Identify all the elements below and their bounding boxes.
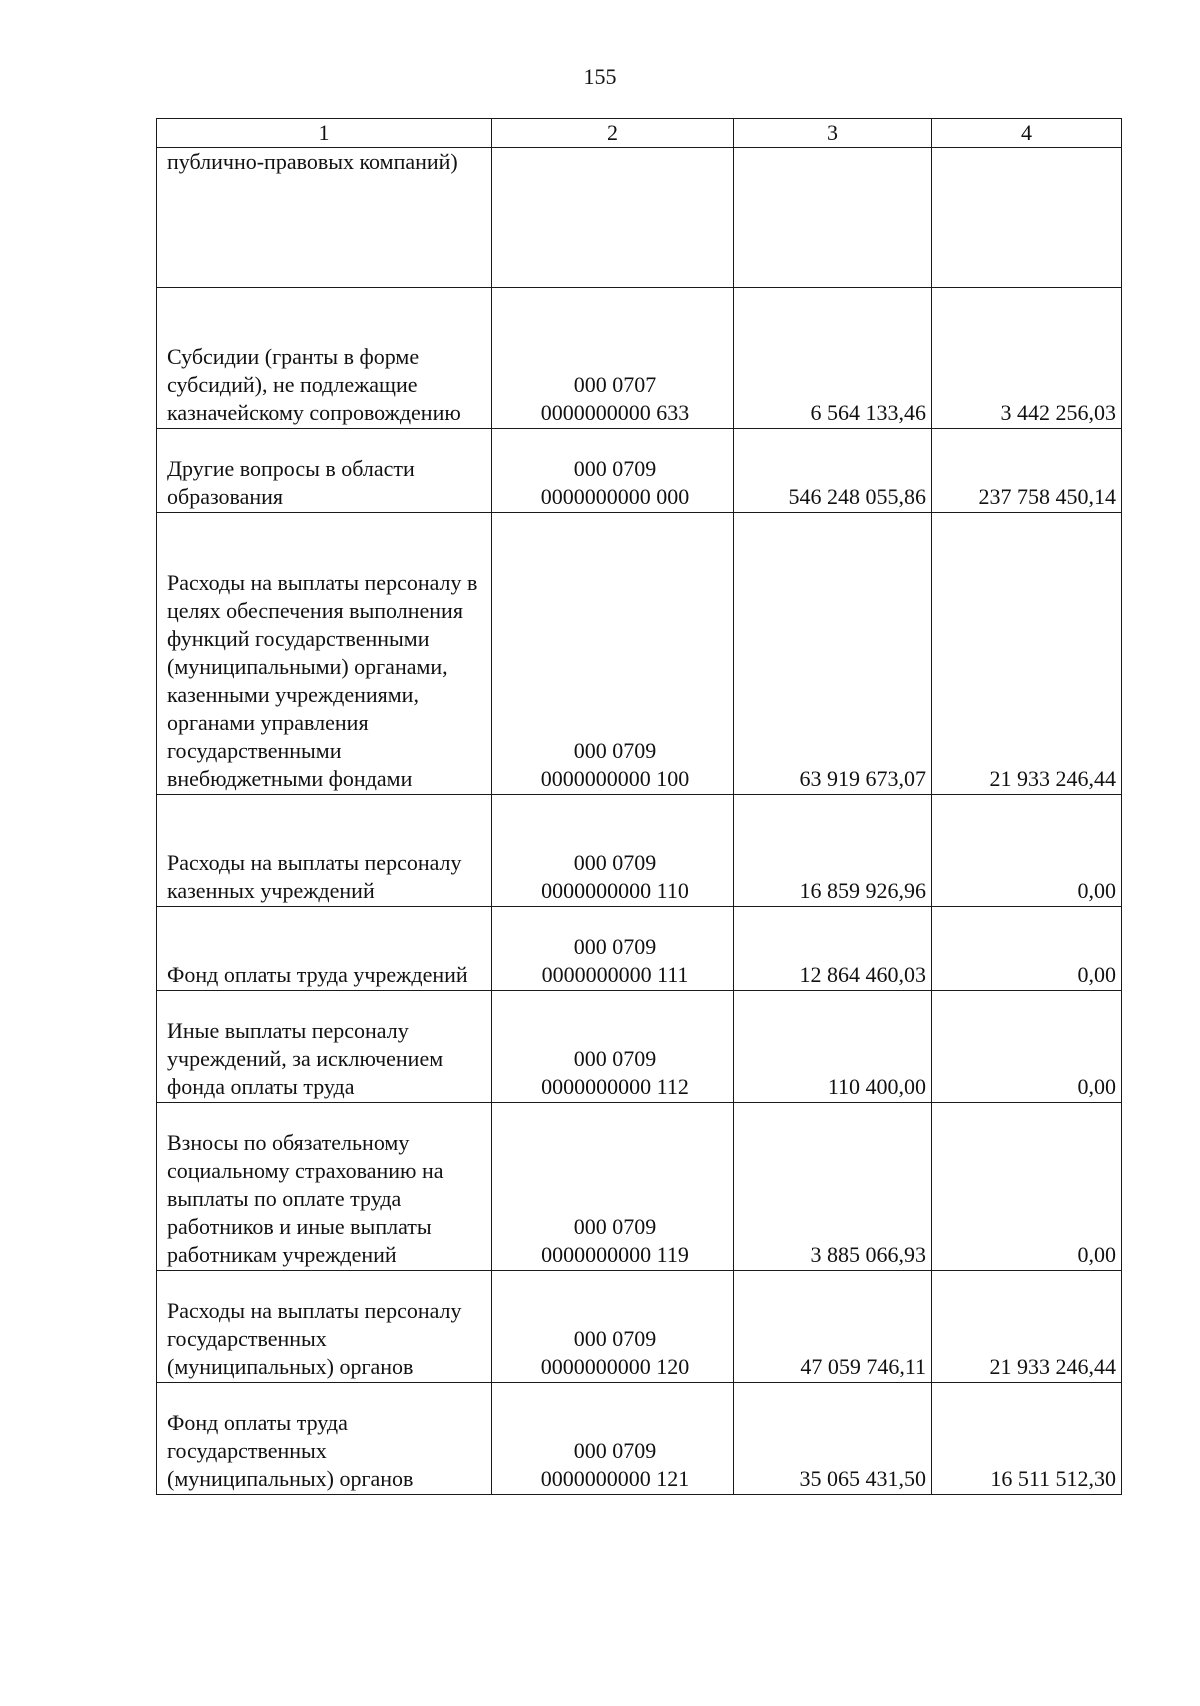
code-item: 0000000000 112 xyxy=(541,1074,689,1099)
row-col4: 0,00 xyxy=(932,907,1122,991)
row-col3: 6 564 133,46 xyxy=(734,288,932,429)
row-col4: 21 933 246,44 xyxy=(932,1271,1122,1383)
code-section: 000 0709 xyxy=(573,1438,657,1463)
code-section: 000 0709 xyxy=(573,934,657,959)
code-item: 0000000000 111 xyxy=(541,962,689,987)
row-name: Субсидии (гранты в форме субсидий), не подлежащие казначейскому сопровождению xyxy=(157,288,492,429)
row-col3: 16 859 926,96 xyxy=(734,795,932,907)
page-number: 155 xyxy=(583,64,617,89)
code-item: 0000000000 633 xyxy=(540,400,690,425)
row-name: Другие вопросы в области образования xyxy=(157,429,492,513)
row-code xyxy=(492,991,734,1103)
row-code xyxy=(492,907,734,991)
table-row xyxy=(157,1383,1122,1495)
row-col4: 3 442 256,03 xyxy=(932,288,1122,429)
row-code xyxy=(492,288,734,429)
row-col4: 0,00 xyxy=(932,795,1122,907)
table-row xyxy=(157,991,1122,1103)
row-name: публично-правовых компаний) xyxy=(157,148,492,288)
code-section: 000 0709 xyxy=(573,738,657,763)
table-row xyxy=(157,907,1122,991)
row-code xyxy=(492,429,734,513)
row-name: Расходы на выплаты персоналу государственных (муниципальных) органов xyxy=(157,1271,492,1383)
code-item: 0000000000 100 xyxy=(540,766,690,791)
code-section: 000 0709 xyxy=(573,1046,657,1071)
row-col3: 47 059 746,11 xyxy=(734,1271,932,1383)
table-row xyxy=(157,513,1122,795)
row-name: Фонд оплаты труда учреждений xyxy=(157,907,492,991)
table-row xyxy=(157,1103,1122,1271)
row-col4: 0,00 xyxy=(932,991,1122,1103)
row-col4: 16 511 512,30 xyxy=(932,1383,1122,1495)
row-code xyxy=(492,1271,734,1383)
row-col3 xyxy=(734,148,932,288)
table-row-continuation xyxy=(157,148,1122,288)
code-section: 000 0709 xyxy=(573,1326,657,1351)
code-section: 000 0709 xyxy=(573,1214,657,1239)
row-code xyxy=(492,148,734,288)
row-code xyxy=(492,513,734,795)
header-col-2: 2 xyxy=(492,119,734,148)
row-code xyxy=(492,1103,734,1271)
code-item: 0000000000 120 xyxy=(540,1354,690,1379)
row-name: Фонд оплаты труда государственных (муниципальных) органов xyxy=(157,1383,492,1495)
row-name: Иные выплаты персоналу учреждений, за исключением фонда оплаты труда xyxy=(157,991,492,1103)
row-code xyxy=(492,1383,734,1495)
budget-table xyxy=(156,118,1122,1495)
code-section: 000 0709 xyxy=(573,456,657,481)
code-item: 0000000000 110 xyxy=(541,878,689,903)
code-section: 000 0709 xyxy=(573,850,657,875)
code-item: 0000000000 000 xyxy=(540,484,690,509)
code-section: 000 0707 xyxy=(573,372,657,397)
table-row xyxy=(157,429,1122,513)
code-item: 0000000000 119 xyxy=(541,1242,689,1267)
header-row xyxy=(157,119,1122,148)
header-col-1: 1 xyxy=(157,119,492,148)
row-col4 xyxy=(932,148,1122,288)
row-col3: 546 248 055,86 xyxy=(734,429,932,513)
row-name: Расходы на выплаты персоналу в целях обеспечения выполнения функций государственными (муниципальными) органами, казенными учреждениями, органами управления государственными внебюджетными фондами xyxy=(157,513,492,795)
row-col4: 21 933 246,44 xyxy=(932,513,1122,795)
row-col3: 63 919 673,07 xyxy=(734,513,932,795)
row-col4: 0,00 xyxy=(932,1103,1122,1271)
table-row xyxy=(157,1271,1122,1383)
table-row xyxy=(157,288,1122,429)
row-code xyxy=(492,795,734,907)
header-col-4: 4 xyxy=(932,119,1122,148)
row-name: Расходы на выплаты персоналу казенных учреждений xyxy=(157,795,492,907)
row-col3: 35 065 431,50 xyxy=(734,1383,932,1495)
row-col3: 3 885 066,93 xyxy=(734,1103,932,1271)
code-item: 0000000000 121 xyxy=(540,1466,690,1491)
row-col4: 237 758 450,14 xyxy=(932,429,1122,513)
table-row xyxy=(157,795,1122,907)
row-name: Взносы по обязательному социальному страхованию на выплаты по оплате труда работников и иные выплаты работникам учреждений xyxy=(157,1103,492,1271)
row-col3: 110 400,00 xyxy=(734,991,932,1103)
header-col-3: 3 xyxy=(734,119,932,148)
row-col3: 12 864 460,03 xyxy=(734,907,932,991)
